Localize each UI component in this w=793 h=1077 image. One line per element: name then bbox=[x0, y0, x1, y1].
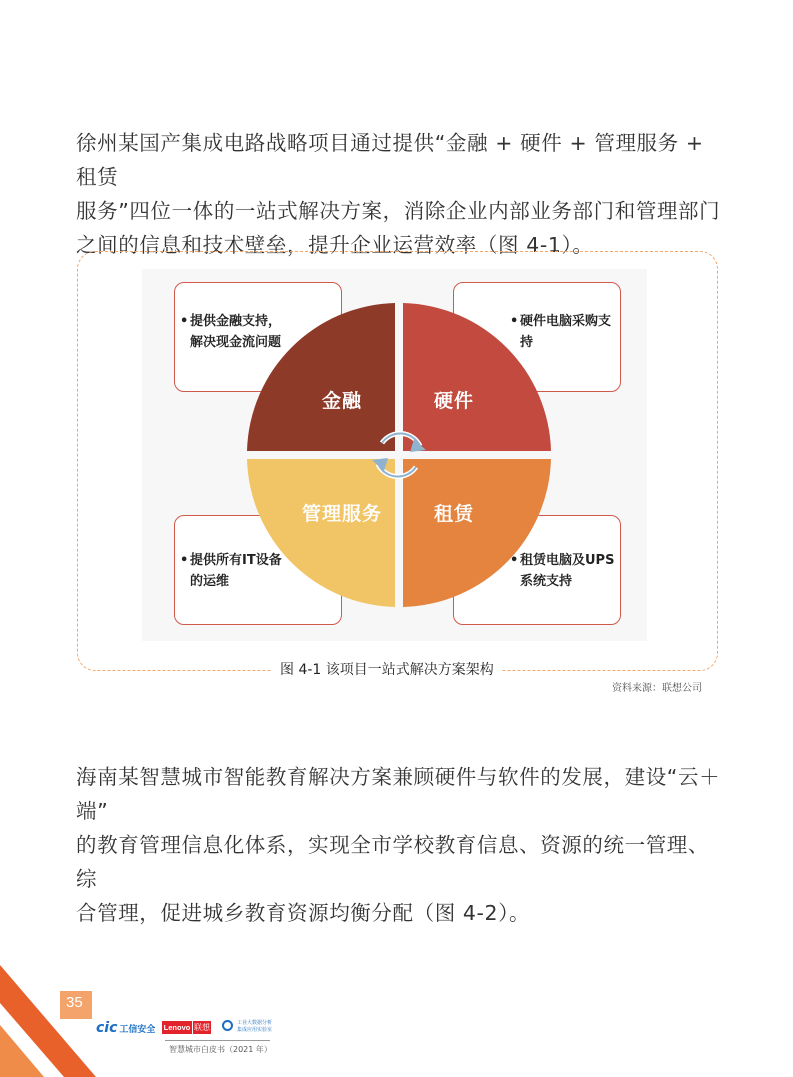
cic-logo-subtext: 工信安全 bbox=[119, 1025, 156, 1035]
cic-logo bbox=[96, 1020, 155, 1036]
box-line: 系统支持 bbox=[520, 574, 573, 589]
paragraph-line: 海南某智慧城市智能教育解决方案兼顾硬件与软件的发展，建设“云＋端” bbox=[76, 765, 721, 823]
bullet: • bbox=[510, 553, 519, 568]
quadrant-finance bbox=[247, 303, 395, 451]
bullet: • bbox=[180, 314, 189, 329]
quadrant-hardware bbox=[403, 303, 551, 451]
org-logo-line: 集成应用实验室 bbox=[237, 1027, 273, 1033]
paragraph-line: 服务”四位一体的一站式解决方案，消除企业内部业务部门和管理部门 bbox=[76, 199, 721, 223]
label-management: 管理服务 bbox=[301, 503, 382, 525]
quadrant-management bbox=[247, 459, 395, 607]
figure-caption: 图 4-1 该项目一站式解决方案架构 bbox=[272, 659, 502, 679]
paragraph-line: 合管理，促进城乡教育资源均衡分配（图 4-2）。 bbox=[76, 901, 531, 925]
footer-divider bbox=[165, 1040, 270, 1041]
lenovo-logo-cn: 联想 bbox=[194, 1023, 210, 1032]
paragraph-education bbox=[76, 760, 721, 930]
org-logo-line: 工业大数据分析 bbox=[237, 1020, 273, 1026]
label-hardware: 硬件 bbox=[433, 390, 474, 412]
box-line: 解决现金流问题 bbox=[190, 335, 282, 350]
label-finance: 金融 bbox=[321, 390, 362, 412]
page-number: 35 bbox=[66, 994, 83, 1011]
label-leasing: 租赁 bbox=[433, 503, 474, 525]
box-line: 提供金融支持， bbox=[190, 314, 282, 329]
box-line: 的运维 bbox=[190, 574, 230, 589]
box-line: 硬件电脑采购支 bbox=[520, 314, 612, 329]
paragraph-line: 徐州某国产集成电路战略项目通过提供“金融 + 硬件 + 管理服务 + 租赁 bbox=[76, 131, 704, 189]
paragraph-line: 的教育管理信息化体系，实现全市学校教育信息、资源的统一管理、综 bbox=[76, 833, 709, 891]
bullet: • bbox=[180, 553, 189, 568]
cic-logo-text: cic bbox=[96, 1020, 118, 1036]
box-line: 租赁电脑及UPS bbox=[520, 553, 615, 568]
figure-source: 资料来源：联想公司 bbox=[612, 683, 702, 694]
bullet: • bbox=[510, 314, 519, 329]
org-logo-icon bbox=[222, 1020, 233, 1031]
lenovo-logo: Lenovo bbox=[163, 1023, 191, 1032]
paragraph-intro bbox=[76, 126, 721, 262]
box-line: 持 bbox=[520, 335, 534, 350]
paragraph-line: 之间的信息和技术壁垒，提升企业运营效率（图 4-1）。 bbox=[76, 233, 594, 257]
box-line: 提供所有IT设备 bbox=[190, 553, 282, 568]
footer-title: 智慧城市白皮书（2021 年） bbox=[169, 1045, 272, 1054]
four-quadrant-circle bbox=[244, 300, 554, 610]
quadrant-leasing bbox=[403, 459, 551, 607]
org-logo-text bbox=[237, 1020, 272, 1034]
